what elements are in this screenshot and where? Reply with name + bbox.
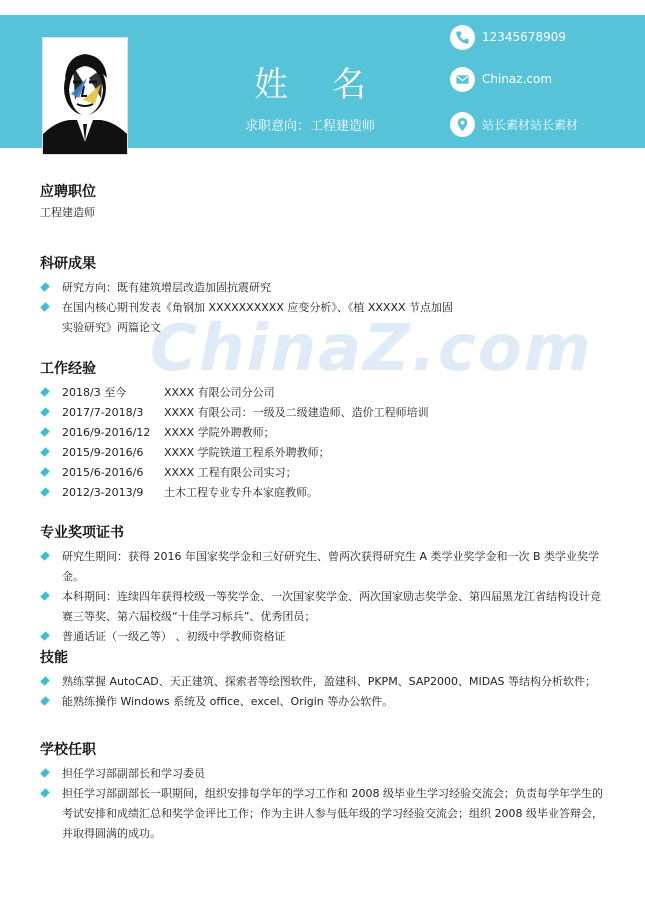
contact-location (450, 111, 578, 137)
list-item: 熟练掌握 AutoCAD、天正建筑、探索者等绘图软件，盈建科、PKPM、SAP2000、MIDAS 等结构分析软件； (40, 672, 610, 692)
location-text: 站长素材站长素材 (482, 117, 579, 132)
contact-phone (450, 24, 566, 50)
list-item (40, 383, 610, 403)
section-title: 工作经验 (40, 361, 96, 377)
research-continuation: 实验研究》两篇论文 (62, 321, 161, 334)
list-item (40, 423, 610, 443)
work-date: 2018/3 至今 (62, 386, 127, 399)
section-skills (40, 648, 610, 712)
section-work (40, 359, 610, 503)
list-item: 担任学习部副部长和学习委员 (40, 764, 610, 784)
list-item: 研究生期间：获得 2016 年国家奖学金和三好研究生、曾两次获得研究生 A 类学业奖学金和一次 B 类学业奖学金。 (40, 547, 610, 587)
list-item (40, 403, 610, 423)
mail-icon (450, 67, 475, 92)
phone-icon (450, 25, 475, 50)
work-date: 2012/3-2013/9 (62, 486, 144, 499)
job-intent: 求职意向：工程建造师 (244, 119, 375, 134)
section-title: 科研成果 (40, 256, 96, 272)
work-list (40, 383, 610, 503)
work-text: XXXX 工程有限公司实习； (164, 466, 297, 479)
contact-email (450, 66, 552, 92)
section-title: 专业奖项证书 (40, 525, 124, 541)
section-school (40, 740, 610, 844)
section-awards (40, 523, 610, 647)
list-item: 在国内核心期刊发表《角钢加 XXXXXXXXXX 应变分析》、《植 XXXXX 节点加固 (40, 298, 610, 318)
location-icon (450, 112, 475, 137)
skills-list (40, 672, 610, 712)
list-item: 研究方向：既有建筑增层改造加固抗震研究 (40, 278, 610, 298)
work-date: 2017/7-2018/3 (62, 406, 144, 419)
phone-number: 12345678909 (482, 30, 566, 44)
section-title: 技能 (40, 650, 68, 666)
work-date: 2015/6-2016/6 (62, 466, 144, 479)
section-title: 学校任职 (40, 742, 96, 758)
position-text: 工程建造师 (40, 206, 95, 219)
watermark: ChinaZ.com (150, 312, 593, 386)
school-list (40, 764, 610, 844)
list-item: 能熟练操作 Windows 系统及 office、excel、Origin 等办公软件。 (40, 692, 610, 712)
work-text: XXXX 有限公司：一级及二级建造师、造价工程师培训 (164, 406, 429, 419)
list-item (40, 443, 610, 463)
work-date: 2016/9-2016/12 (62, 426, 151, 439)
profile-photo (42, 37, 128, 155)
list-item: 普通话证（一级乙等） 、初级中学教师资格证 (40, 627, 610, 647)
awards-list (40, 547, 610, 647)
email-address: Chinaz.com (482, 72, 553, 86)
list-item (40, 483, 610, 503)
work-text: 土木工程专业专升本家庭教师。 (164, 486, 318, 499)
list-item (40, 463, 610, 483)
research-list (40, 278, 610, 318)
work-date: 2015/9-2016/6 (62, 446, 144, 459)
candidate-name: 姓名 (254, 65, 410, 105)
list-item: 本科期间：连续四年获得校级一等奖学金、一次国家奖学金、两次国家励志奖学金、第四届黑龙江省结构设计竞赛三等奖、第六届校级“十佳学习标兵”、优秀团员； (40, 587, 610, 627)
list-item: 担任学习部副部长一职期间，组织安排每学年的学习工作和 2008 级毕业生学习经验交流会；负责每学年学生的考试安排和成绩汇总和奖学金评比工作；作为主讲人参与低年级的学习经验交流会；组织 2008 级毕业答辩会，并取得圆满的成功。 (40, 784, 610, 844)
section-position (40, 182, 610, 222)
section-research (40, 254, 610, 338)
work-text: XXXX 有限公司分公司 (164, 386, 275, 399)
resume-header (0, 15, 645, 148)
section-title: 应聘职位 (40, 184, 96, 200)
work-text: XXXX 学院铁道工程系外聘教师； (164, 446, 330, 459)
work-text: XXXX 学院外聘教师； (164, 426, 275, 439)
